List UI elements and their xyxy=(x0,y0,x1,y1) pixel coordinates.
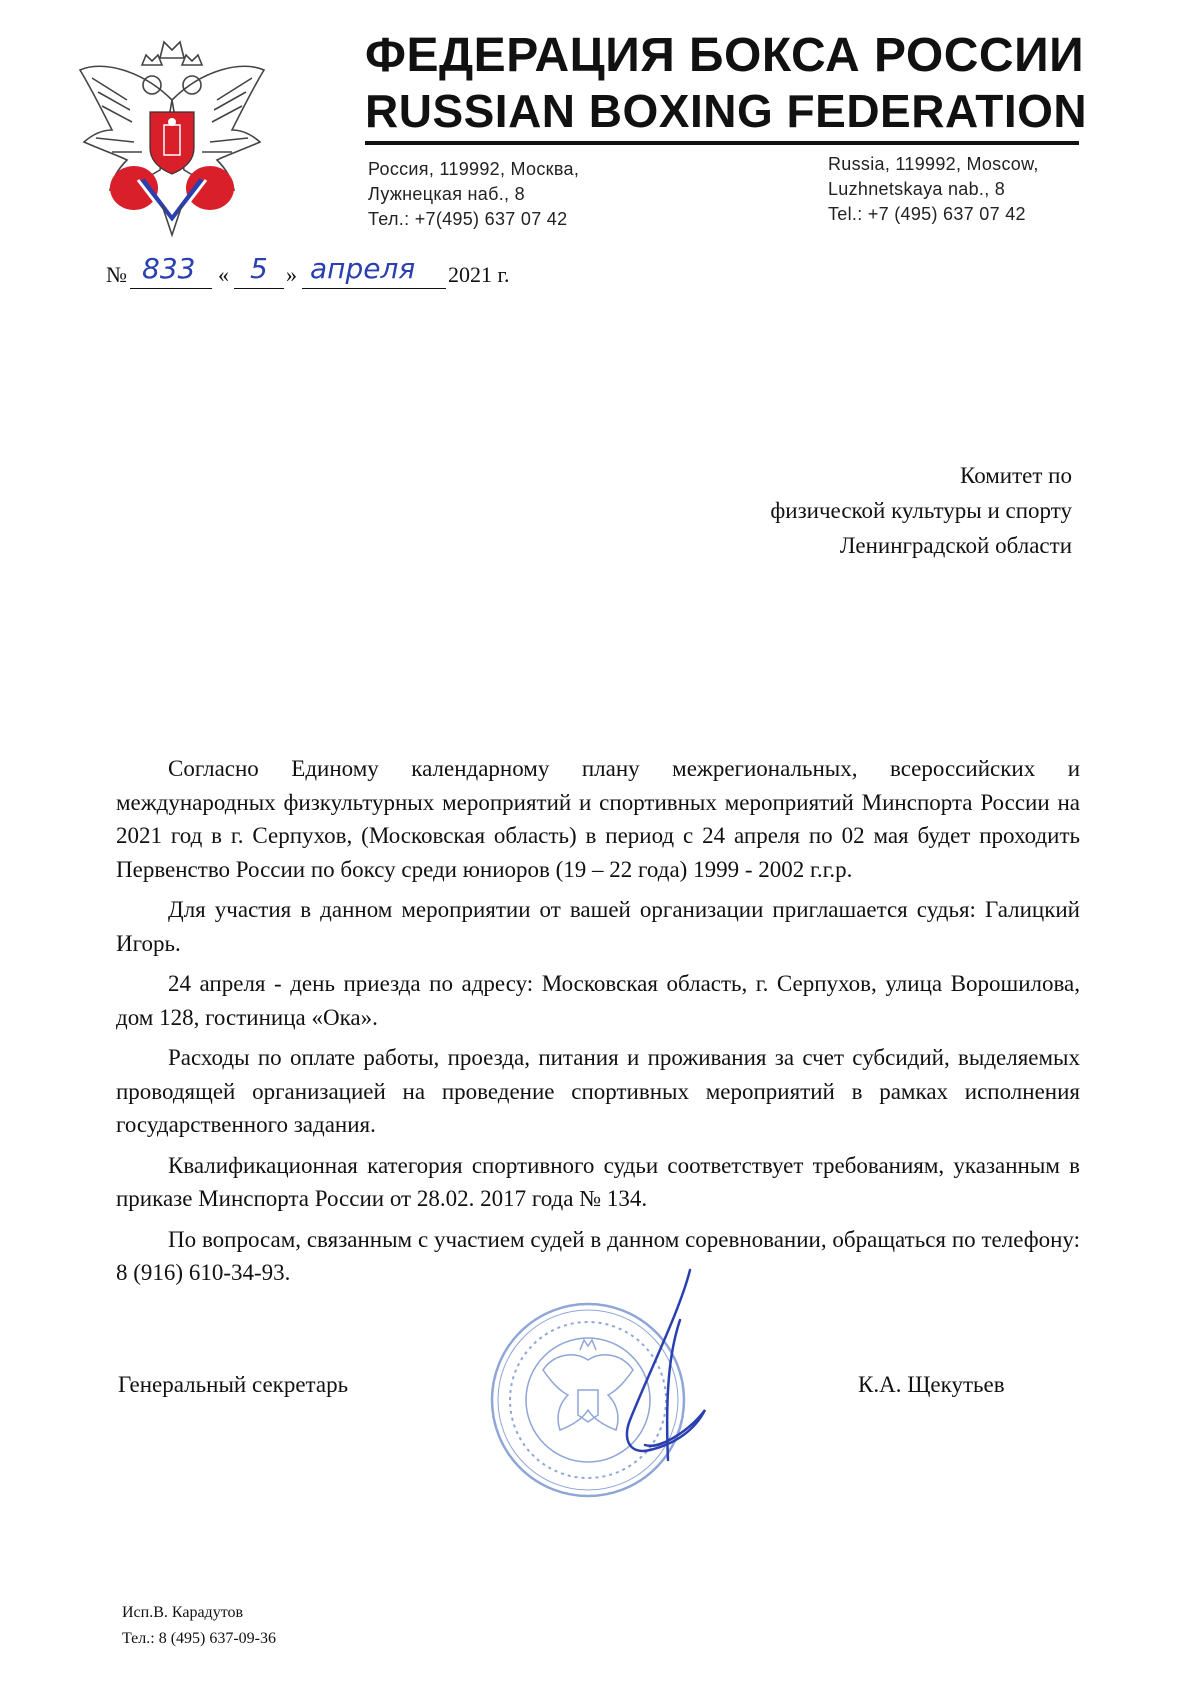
address-en-line: Tel.: +7 (495) 637 07 42 xyxy=(828,204,1026,224)
handwritten-signature-icon xyxy=(610,1260,720,1470)
addressee-line: физической культуры и спорту xyxy=(770,498,1072,523)
executor-footer xyxy=(122,1600,276,1652)
document-day: 5 xyxy=(250,252,268,285)
body-paragraph: Расходы по оплате работы, проезда, питания и проживания за счет субсидий, выделяемых проводящей организацией на проведение спортивных мероприятий в рамках исполнения государственного задания. xyxy=(116,1045,1080,1137)
letterhead-divider xyxy=(365,141,1079,145)
day-underline xyxy=(234,288,284,289)
address-ru-line: Лужнецкая наб., 8 xyxy=(368,184,525,204)
executor-phone: Тел.: 8 (495) 637-09-36 xyxy=(122,1630,277,1647)
document-number: 833 xyxy=(142,252,196,285)
document-month: апреля xyxy=(310,252,416,285)
body-paragraph: Для участия в данном мероприятии от вашей организации приглашается судья: Галицкий Игорь. xyxy=(116,897,1080,956)
body-paragraph: По вопросам, связанным с участием судей в данном соревновании, обращаться по телефону: 8 (916) 610-34-93. xyxy=(116,1226,1080,1285)
address-en-line: Russia, 119992, Moscow, xyxy=(828,154,1039,174)
day-open-quote: « xyxy=(218,262,229,287)
org-name-en: RUSSIAN BOXING FEDERATION xyxy=(365,85,1088,137)
body-paragraph: Квалификационная категория спортивного судьи соответствует требованиям, указанным в приказе Минспорта России от 28.02. 2017 года № 134. xyxy=(116,1152,1080,1211)
federation-emblem-icon xyxy=(72,30,272,240)
number-sign: № xyxy=(106,262,127,287)
address-en xyxy=(828,152,1039,227)
addressee-line: Ленинградской области xyxy=(839,533,1072,558)
day-close-quote: » xyxy=(286,262,297,287)
address-ru xyxy=(368,157,579,232)
address-ru-line: Тел.: +7(495) 637 07 42 xyxy=(368,209,568,229)
body-paragraph: 24 апреля - день приезда по адресу: Московская область, г. Серпухов, улица Ворошилова, дом 128, гостиница «Ока». xyxy=(116,971,1080,1030)
signatory-name: К.А. Щекутьев xyxy=(858,1372,1005,1397)
body-paragraph: Согласно Единому календарному плану межрегиональных, всероссийских и международных физкультурных мероприятий и спортивных мероприятий Минспорта России на 2021 год в г. Серпухов, (Московская область) в период с 24 апреля по 02 мая будет проходить Первенство России по боксу среди юниоров (19 – 22 года) 1999 - 2002 г.г.р. xyxy=(116,756,1080,882)
month-underline xyxy=(302,288,446,289)
signatory-role: Генеральный секретарь xyxy=(118,1372,349,1397)
addressee-line: Комитет по xyxy=(960,463,1072,488)
org-name-ru: ФЕДЕРАЦИЯ БОКСА РОССИИ xyxy=(365,29,1085,82)
address-en-line: Luzhnetskaya nab., 8 xyxy=(828,179,1006,199)
executor-name: Исп.В. Карадутов xyxy=(122,1604,244,1621)
address-ru-line: Россия, 119992, Москва, xyxy=(368,159,580,179)
number-underline xyxy=(130,288,212,289)
addressee-block xyxy=(770,458,1072,563)
document-year: 2021 г. xyxy=(448,262,510,287)
letter-body xyxy=(116,752,1080,1297)
reference-line xyxy=(106,254,626,304)
